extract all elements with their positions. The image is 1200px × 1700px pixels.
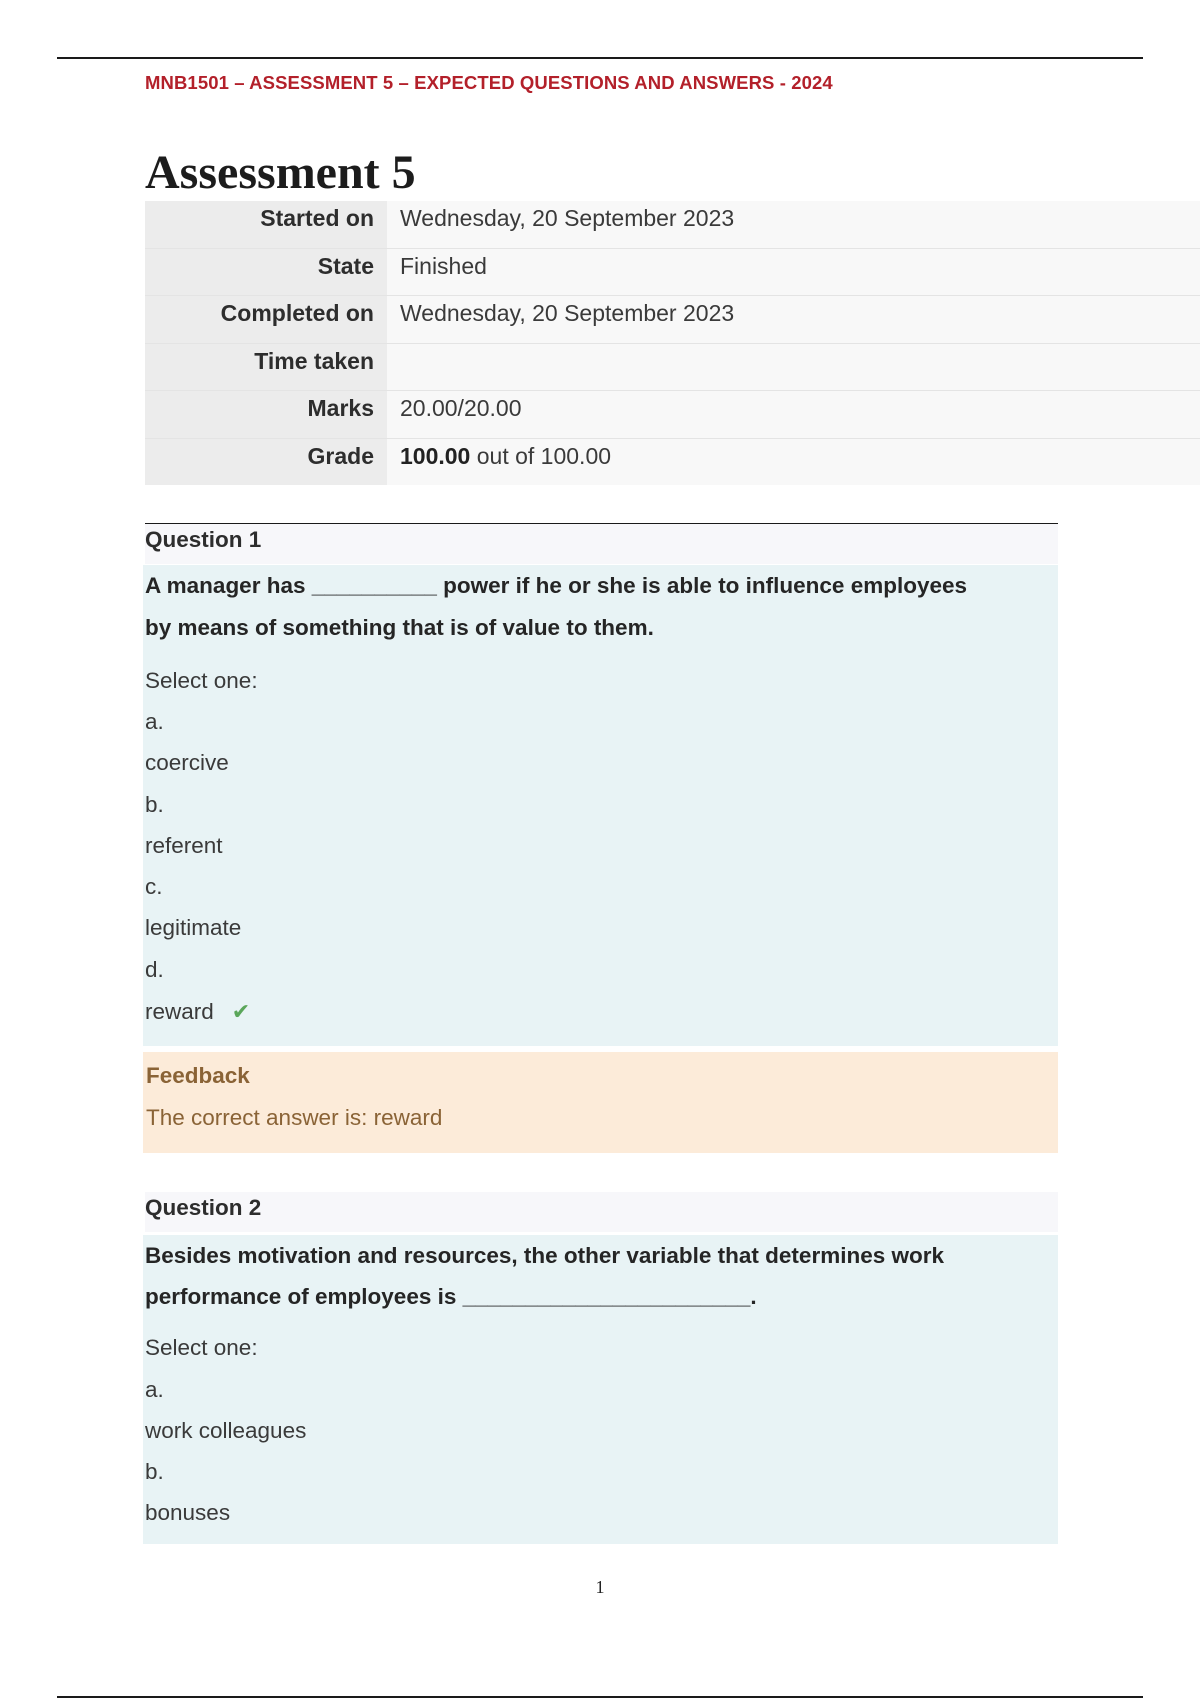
summary-row-completed: [145, 296, 1200, 344]
summary-value: [387, 344, 1200, 391]
option-letter-c: c.: [145, 874, 163, 899]
option-letter-b: b.: [145, 1459, 164, 1484]
option-a-coercive[interactable]: coercive: [145, 750, 229, 775]
summary-row-time-taken: [145, 344, 1200, 392]
option-letter-d: d.: [145, 957, 164, 982]
document-header: MNB1501 – ASSESSMENT 5 – EXPECTED QUESTIONS AND ANSWERS - 2024: [145, 72, 833, 93]
option-letter-a: a.: [145, 709, 164, 734]
question-2-text-line-1: Besides motivation and resources, the other variable that determines work: [145, 1243, 944, 1268]
summary-label: Marks: [145, 391, 387, 438]
select-one-prompt: Select one:: [145, 668, 258, 693]
summary-label: Completed on: [145, 296, 387, 343]
option-c-legitimate[interactable]: legitimate: [145, 915, 242, 940]
question-1-heading: Question 1: [145, 524, 1058, 564]
option-d-reward[interactable]: [145, 997, 250, 1027]
page-number: 1: [595, 1577, 605, 1597]
grade-score: 100.00: [400, 442, 471, 469]
summary-row-grade: [145, 439, 1200, 486]
summary-label: Time taken: [145, 344, 387, 391]
select-one-prompt: Select one:: [145, 1335, 258, 1360]
checkmark-icon: ✔: [231, 999, 251, 1024]
page-title: Assessment 5: [145, 146, 416, 199]
option-letter-a: a.: [145, 1377, 164, 1402]
option-letter-b: b.: [145, 792, 164, 817]
attempt-summary-table: [145, 201, 1200, 485]
question-2-heading: Question 2: [145, 1192, 1058, 1232]
summary-value: Wednesday, 20 September 2023: [387, 296, 1200, 343]
summary-value: [387, 439, 1200, 486]
summary-value: 20.00/20.00: [387, 391, 1200, 438]
summary-label: State: [145, 249, 387, 296]
summary-row-state: [145, 249, 1200, 297]
feedback-title: Feedback: [146, 1063, 250, 1088]
bottom-rule: [57, 1696, 1143, 1698]
summary-value: Finished: [387, 249, 1200, 296]
feedback-text: The correct answer is: reward: [146, 1105, 443, 1130]
top-rule: [57, 57, 1143, 59]
question-1-text-line-1: A manager has __________ power if he or she is able to influence employees: [145, 573, 968, 598]
option-b-bonuses[interactable]: bonuses: [145, 1500, 231, 1525]
question-1-text-line-2: by means of something that is of value to them.: [145, 615, 654, 640]
option-b-referent[interactable]: referent: [145, 833, 223, 858]
question-2-content: [143, 1235, 1058, 1544]
summary-row-started: [145, 201, 1200, 249]
summary-row-marks: [145, 391, 1200, 439]
grade-out-of: out of 100.00: [470, 442, 612, 469]
summary-value: Wednesday, 20 September 2023: [387, 201, 1200, 248]
summary-label: Started on: [145, 201, 387, 248]
question-2-text-line-2: performance of employees is _______________________.: [145, 1284, 757, 1309]
option-d-label: reward: [145, 999, 214, 1024]
summary-label: Grade: [145, 439, 387, 486]
question-1-content: [143, 565, 1058, 1046]
question-1-feedback: [143, 1052, 1058, 1153]
option-a-work-colleagues[interactable]: work colleagues: [145, 1418, 307, 1443]
